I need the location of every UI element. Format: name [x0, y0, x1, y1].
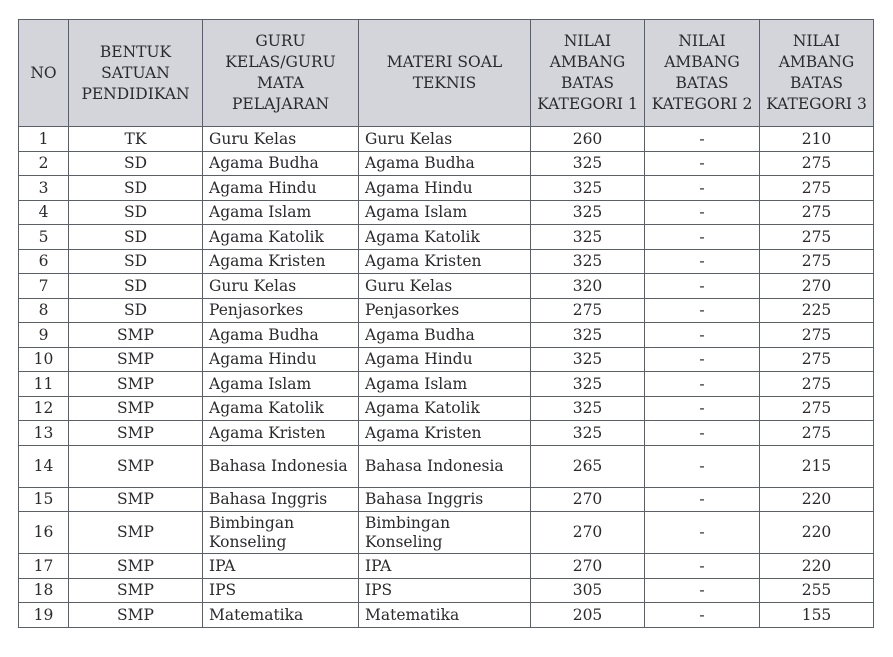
cell-materi: Agama Budha [359, 323, 531, 348]
table-row [19, 421, 874, 446]
cell-bentuk: SMP [69, 421, 203, 446]
cell-no: 10 [19, 347, 69, 372]
cell-bentuk: SD [69, 151, 203, 176]
cell-bentuk: SD [69, 225, 203, 250]
cell-no: 14 [19, 445, 69, 487]
cell-materi: Guru Kelas [359, 274, 531, 299]
cell-bentuk: SD [69, 176, 203, 201]
cell-kategori-3: 275 [760, 396, 874, 421]
cell-kategori-1: 265 [531, 445, 645, 487]
cell-kategori-1: 325 [531, 151, 645, 176]
table-row [19, 372, 874, 397]
cell-guru: Agama Islam [203, 372, 359, 397]
table-row [19, 445, 874, 487]
cell-kategori-3: 225 [760, 298, 874, 323]
cell-materi: Agama Hindu [359, 347, 531, 372]
cell-kategori-1: 275 [531, 298, 645, 323]
cell-materi: IPS [359, 578, 531, 603]
cell-no: 7 [19, 274, 69, 299]
cell-bentuk: SMP [69, 396, 203, 421]
cell-kategori-1: 325 [531, 176, 645, 201]
table-row [19, 554, 874, 579]
cell-bentuk: SMP [69, 554, 203, 579]
cell-kategori-2: - [645, 372, 760, 397]
header-kategori-3: NILAI AMBANG BATAS KATEGORI 3 [760, 20, 874, 127]
table-row [19, 200, 874, 225]
table-row [19, 487, 874, 512]
cell-bentuk: SMP [69, 347, 203, 372]
cell-kategori-1: 325 [531, 347, 645, 372]
table-row [19, 396, 874, 421]
table-row [19, 603, 874, 628]
cell-kategori-1: 205 [531, 603, 645, 628]
cell-guru: Agama Kristen [203, 421, 359, 446]
cell-kategori-3: 275 [760, 176, 874, 201]
cell-materi: Bahasa Indonesia [359, 445, 531, 487]
cell-guru: Agama Katolik [203, 225, 359, 250]
cell-kategori-1: 325 [531, 372, 645, 397]
cell-kategori-3: 275 [760, 372, 874, 397]
threshold-table [18, 19, 874, 628]
cell-no: 16 [19, 512, 69, 554]
header-no: NO [19, 20, 69, 127]
table-row [19, 578, 874, 603]
cell-materi: Penjasorkes [359, 298, 531, 323]
header-kategori-1: NILAI AMBANG BATAS KATEGORI 1 [531, 20, 645, 127]
cell-bentuk: SD [69, 249, 203, 274]
cell-no: 9 [19, 323, 69, 348]
cell-guru: IPA [203, 554, 359, 579]
cell-kategori-1: 260 [531, 127, 645, 152]
cell-materi: Guru Kelas [359, 127, 531, 152]
cell-kategori-3: 255 [760, 578, 874, 603]
cell-kategori-2: - [645, 487, 760, 512]
table-row [19, 249, 874, 274]
cell-bentuk: SMP [69, 512, 203, 554]
cell-kategori-1: 270 [531, 487, 645, 512]
cell-kategori-1: 325 [531, 421, 645, 446]
cell-materi: Matematika [359, 603, 531, 628]
cell-guru: Agama Hindu [203, 347, 359, 372]
cell-kategori-1: 325 [531, 200, 645, 225]
cell-kategori-3: 275 [760, 347, 874, 372]
cell-kategori-3: 275 [760, 151, 874, 176]
cell-no: 6 [19, 249, 69, 274]
cell-materi: Agama Katolik [359, 225, 531, 250]
cell-materi: Agama Kristen [359, 249, 531, 274]
cell-guru: Agama Hindu [203, 176, 359, 201]
cell-kategori-2: - [645, 554, 760, 579]
cell-kategori-1: 305 [531, 578, 645, 603]
cell-guru: Guru Kelas [203, 274, 359, 299]
table-row [19, 298, 874, 323]
cell-kategori-3: 270 [760, 274, 874, 299]
cell-no: 11 [19, 372, 69, 397]
cell-no: 12 [19, 396, 69, 421]
cell-bentuk: SMP [69, 487, 203, 512]
table-body [19, 127, 874, 628]
cell-kategori-2: - [645, 200, 760, 225]
table-row [19, 127, 874, 152]
cell-bentuk: SD [69, 200, 203, 225]
cell-guru: Bimbingan Konseling [203, 512, 359, 554]
cell-kategori-2: - [645, 445, 760, 487]
cell-kategori-2: - [645, 249, 760, 274]
cell-no: 15 [19, 487, 69, 512]
cell-no: 5 [19, 225, 69, 250]
cell-no: 17 [19, 554, 69, 579]
table-row [19, 323, 874, 348]
cell-no: 18 [19, 578, 69, 603]
cell-kategori-2: - [645, 512, 760, 554]
cell-no: 4 [19, 200, 69, 225]
cell-kategori-3: 275 [760, 249, 874, 274]
cell-materi: Bimbingan Konseling [359, 512, 531, 554]
header-row [19, 20, 874, 127]
cell-materi: Agama Budha [359, 151, 531, 176]
cell-kategori-3: 220 [760, 512, 874, 554]
cell-bentuk: SD [69, 274, 203, 299]
table-row [19, 347, 874, 372]
cell-guru: Guru Kelas [203, 127, 359, 152]
cell-bentuk: SMP [69, 578, 203, 603]
cell-kategori-3: 155 [760, 603, 874, 628]
cell-guru: Agama Islam [203, 200, 359, 225]
cell-kategori-2: - [645, 274, 760, 299]
cell-materi: Agama Islam [359, 372, 531, 397]
cell-bentuk: TK [69, 127, 203, 152]
cell-kategori-2: - [645, 578, 760, 603]
cell-bentuk: SMP [69, 445, 203, 487]
cell-kategori-3: 275 [760, 225, 874, 250]
cell-no: 19 [19, 603, 69, 628]
cell-guru: Bahasa Indonesia [203, 445, 359, 487]
cell-kategori-2: - [645, 323, 760, 348]
cell-kategori-2: - [645, 176, 760, 201]
cell-kategori-3: 275 [760, 200, 874, 225]
cell-kategori-2: - [645, 225, 760, 250]
cell-kategori-1: 325 [531, 396, 645, 421]
cell-kategori-1: 270 [531, 554, 645, 579]
cell-guru: Bahasa Inggris [203, 487, 359, 512]
header-materi: MATERI SOAL TEKNIS [359, 20, 531, 127]
table-row [19, 176, 874, 201]
cell-bentuk: SMP [69, 603, 203, 628]
cell-no: 3 [19, 176, 69, 201]
cell-materi: IPA [359, 554, 531, 579]
cell-no: 13 [19, 421, 69, 446]
cell-kategori-3: 215 [760, 445, 874, 487]
cell-guru: Agama Budha [203, 151, 359, 176]
cell-kategori-1: 325 [531, 249, 645, 274]
table-row [19, 151, 874, 176]
cell-kategori-3: 275 [760, 323, 874, 348]
cell-no: 8 [19, 298, 69, 323]
table-row [19, 512, 874, 554]
cell-guru: Matematika [203, 603, 359, 628]
cell-kategori-1: 270 [531, 512, 645, 554]
header-kategori-2: NILAI AMBANG BATAS KATEGORI 2 [645, 20, 760, 127]
cell-kategori-2: - [645, 421, 760, 446]
header-bentuk-satuan: BENTUK SATUAN PENDIDIKAN [69, 20, 203, 127]
cell-guru: Agama Kristen [203, 249, 359, 274]
cell-materi: Agama Kristen [359, 421, 531, 446]
cell-kategori-1: 325 [531, 225, 645, 250]
cell-guru: Agama Budha [203, 323, 359, 348]
cell-kategori-2: - [645, 347, 760, 372]
cell-kategori-1: 320 [531, 274, 645, 299]
cell-materi: Agama Katolik [359, 396, 531, 421]
cell-no: 2 [19, 151, 69, 176]
cell-kategori-2: - [645, 298, 760, 323]
cell-kategori-2: - [645, 396, 760, 421]
cell-kategori-2: - [645, 127, 760, 152]
cell-guru: Penjasorkes [203, 298, 359, 323]
cell-bentuk: SMP [69, 372, 203, 397]
cell-guru: Agama Katolik [203, 396, 359, 421]
table-row [19, 225, 874, 250]
cell-no: 1 [19, 127, 69, 152]
cell-kategori-3: 220 [760, 554, 874, 579]
cell-materi: Agama Hindu [359, 176, 531, 201]
cell-guru: IPS [203, 578, 359, 603]
cell-materi: Agama Islam [359, 200, 531, 225]
cell-kategori-3: 275 [760, 421, 874, 446]
cell-bentuk: SMP [69, 323, 203, 348]
cell-bentuk: SD [69, 298, 203, 323]
cell-kategori-1: 325 [531, 323, 645, 348]
cell-materi: Bahasa Inggris [359, 487, 531, 512]
cell-kategori-2: - [645, 603, 760, 628]
header-guru: GURU KELAS/GURU MATA PELAJARAN [203, 20, 359, 127]
cell-kategori-3: 220 [760, 487, 874, 512]
cell-kategori-2: - [645, 151, 760, 176]
table-row [19, 274, 874, 299]
cell-kategori-3: 210 [760, 127, 874, 152]
